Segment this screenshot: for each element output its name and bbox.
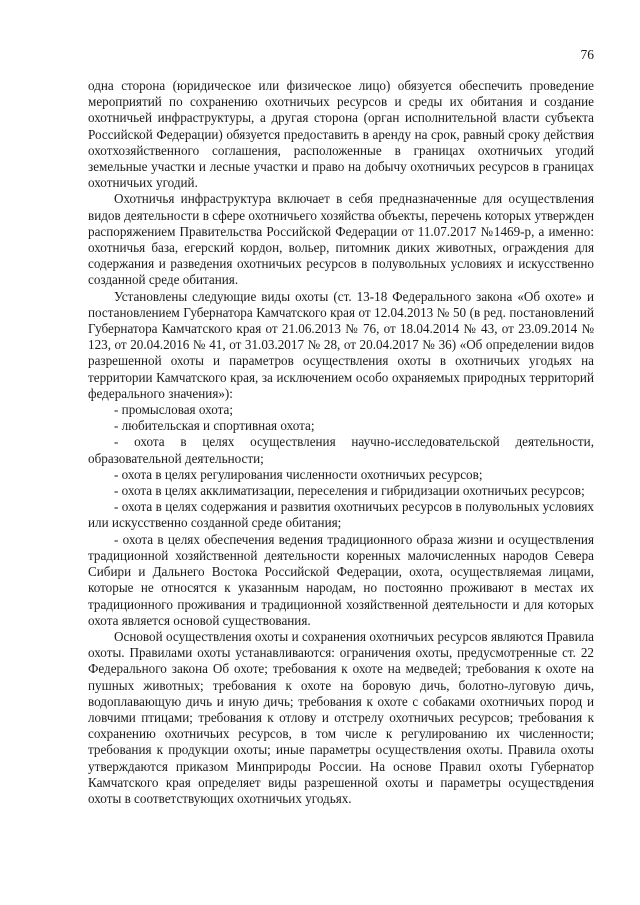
list-item-traditional-lifestyle-hunting: - охота в целях обеспечения ведения традиционного образа жизни и осуществления традиционной хозяйственной деятельности коренных малочисленных народов Севера Сибири и Дальнего Востока Российской Федерации, охота, осуществляемая лицами, которые не относятся к указанным народам, но постоянно проживают в местах их традиционного проживания и традиционной хозяйственной деятельности и для которых охота является основой существования. bbox=[88, 531, 594, 628]
list-item-semi-free-keeping-hunting: - охота в целях содержания и развития охотничьих ресурсов в полувольных условиях или искусственно созданной среде обитания; bbox=[88, 499, 594, 531]
list-item-amateur-sport-hunting: - любительская и спортивная охота; bbox=[114, 418, 315, 434]
paragraph-hunting-types-intro: Установлены следующие виды охоты (ст. 13-18 Федерального закона «Об охоте» и постановлением Губернатора Камчатского края от 12.04.2013 № 50 (в ред. постановлений Губернатора Камчатского края от 21.06.2013 № 76, от 18.04.2014 № 43, от 23.09.2014 № 123, от 20.04.2016 № 41, от 31.03.2017 № 28, от 20.04.2017 № 36) «Об определении видов разрешенной охоты и параметров осуществления охоты в охотничьих угодьях на территории Камчатского края, за исключением особо охраняемых природных территорий федерального значения»): bbox=[88, 288, 594, 401]
page-number: 76 bbox=[580, 47, 594, 62]
paragraph-hunting-rules: Основой осуществления охоты и сохранения охотничьих ресурсов являются Правила охоты. Правилами охоты устанавливаются: ограничения охоты, предусмотренные ст. 22 Федерального закона Об охоте; требования к охоте на медведей; требования к охоте на пушных животных; требования к охоте на боровую дичь, болотно-луговую дичь, водоплавающую дичь и иную дичь; требования к охоте с собаками охотничьих пород и ловчими птицами; требования к отлову и отстрелу охотничьих ресурсов; требования к сохранению охотничьих ресурсов, в том числе к регулированию их численности; требования к продукции охоты; иные параметры осуществления охоты. Правила охоты утверждаются приказом Минприроды России. На основе Правил охоты Губернатор Камчатского края определяет виды разрешенной охоты и параметры осуществдения охоты в соответствующих охотничьих угодьях. bbox=[88, 628, 594, 806]
paragraph-agreement: одна сторона (юридическое или физическое лицо) обязуется обеспечить проведение мероприятий по сохранению охотничьих ресурсов и среды их обитания и создание охотничьей инфраструктуры, а другая сторона (орган исполнительной власти субъекта Российской Федерации) обязуется предоставить в аренду на срок, равный сроку действия охотхозяйственного соглашения, расположенные в границах охотничьих угодий земельные участки и лесные участки и право на добычу охотничьих ресурсов в границах охотничьих угодий. bbox=[88, 78, 594, 191]
list-item-acclimatization-hunting: - охота в целях акклиматизации, переселения и гибридизации охотничьих ресурсов; bbox=[114, 483, 585, 499]
paragraph-infrastructure: Охотничья инфраструктура включает в себя предназначенные для осуществления видов деятельности в сфере охотничьего хозяйства объекты, перечень которых утвержден распоряжением Правительства Российской Федерации от 11.07.2017 №1469-р, а именно: охотничья база, егерский кордон, вольер, питомник диких животных, ограждения для содержания и разведения охотничьих ресурсов в полувольных условиях и искусственно созданной среде обитания. bbox=[88, 191, 594, 288]
list-item-research-hunting: - охота в целях осуществления научно-исследовательской деятельности, образовательной деятельности; bbox=[88, 434, 594, 466]
list-item-commercial-hunting: - промысловая охота; bbox=[114, 402, 233, 418]
document-body bbox=[88, 78, 594, 807]
list-item-population-control-hunting: - охота в целях регулирования численности охотничьих ресурсов; bbox=[114, 466, 483, 482]
